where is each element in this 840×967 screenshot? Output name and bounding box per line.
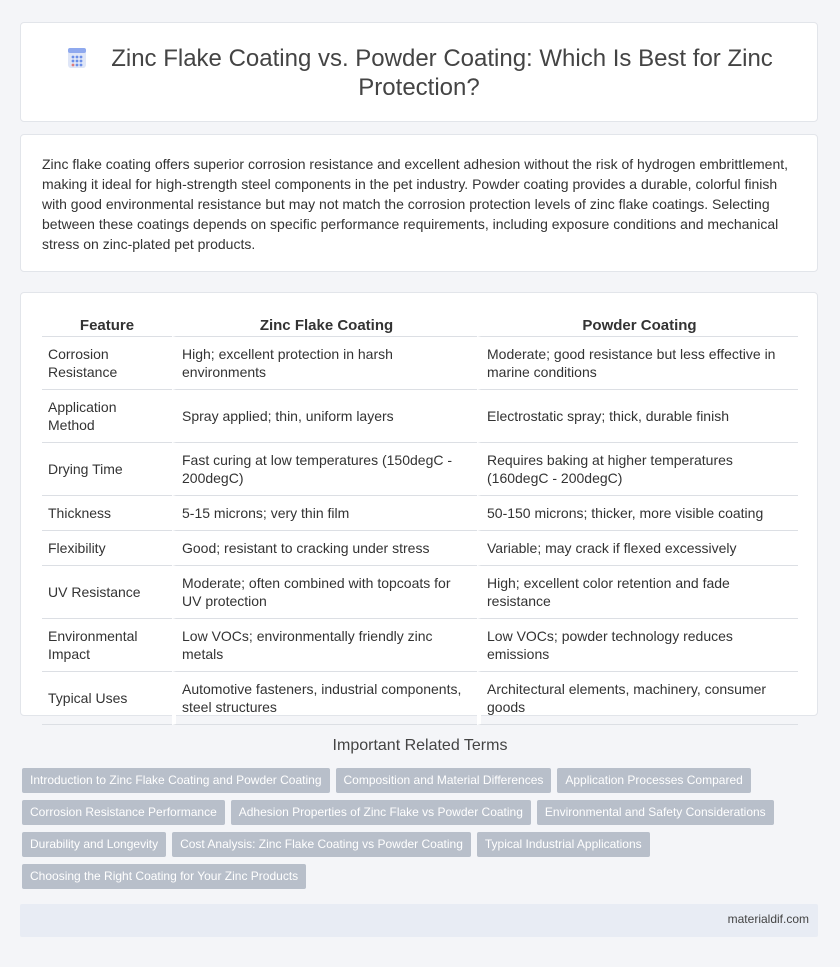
page-title-wrap	[21, 44, 817, 102]
cell-powder: Electrostatic spray; thick, durable finish	[477, 390, 798, 443]
footer-bar	[20, 904, 818, 937]
related-term-tag[interactable]: Application Processes Compared	[557, 768, 750, 793]
related-term-tag[interactable]: Durability and Longevity	[22, 832, 166, 857]
cell-powder: 50-150 microns; thicker, more visible coating	[477, 496, 798, 531]
cell-zinc-flake: High; excellent protection in harsh environments	[172, 337, 477, 390]
cell-zinc-flake: Spray applied; thin, uniform layers	[172, 390, 477, 443]
related-term-tag[interactable]: Introduction to Zinc Flake Coating and Powder Coating	[22, 768, 330, 793]
cell-feature: Flexibility	[42, 531, 172, 566]
table-row	[42, 337, 798, 390]
cell-zinc-flake: Good; resistant to cracking under stress	[172, 531, 477, 566]
cell-powder: Moderate; good resistance but less effective in marine conditions	[477, 337, 798, 390]
table-row	[42, 496, 798, 531]
title-card	[20, 22, 818, 122]
intro-card	[20, 134, 818, 272]
cell-powder: High; excellent color retention and fade resistance	[477, 566, 798, 619]
related-term-tag[interactable]: Choosing the Right Coating for Your Zinc Products	[22, 864, 306, 889]
related-terms-list	[22, 768, 812, 896]
document-grid-icon	[65, 46, 89, 70]
cell-zinc-flake: Automotive fasteners, industrial components, steel structures	[172, 672, 477, 725]
table-row	[42, 531, 798, 566]
cell-powder: Low VOCs; powder technology reduces emissions	[477, 619, 798, 672]
cell-feature: Thickness	[42, 496, 172, 531]
cell-zinc-flake: Low VOCs; environmentally friendly zinc metals	[172, 619, 477, 672]
intro-paragraph: Zinc flake coating offers superior corrosion resistance and excellent adhesion without the risk of hydrogen embrittlement, making it ideal for high-strength steel components in the pet industry. Powder coating provides a durable, colorful finish with good environmental resistance but may not match the corrosion protection levels of zinc flake coatings. Selecting between these coatings depends on specific performance requirements, including exposure conditions and mechanical stress on zinc-plated pet products.	[42, 156, 789, 252]
related-term-tag[interactable]: Cost Analysis: Zinc Flake Coating vs Powder Coating	[172, 832, 471, 857]
related-term-tag[interactable]: Adhesion Properties of Zinc Flake vs Powder Coating	[231, 800, 531, 825]
cell-zinc-flake: Fast curing at low temperatures (150degC - 200degC)	[172, 443, 477, 496]
related-term-tag[interactable]: Corrosion Resistance Performance	[22, 800, 225, 825]
related-term-tag[interactable]: Environmental and Safety Considerations	[537, 800, 774, 825]
comparison-card	[20, 292, 818, 716]
table-row	[42, 619, 798, 672]
cell-feature: Corrosion Resistance	[42, 337, 172, 390]
table-row	[42, 443, 798, 496]
table-row	[42, 390, 798, 443]
header-powder: Powder Coating	[477, 314, 798, 337]
cell-powder: Requires baking at higher temperatures (160degC - 200degC)	[477, 443, 798, 496]
cell-zinc-flake: Moderate; often combined with topcoats for UV protection	[172, 566, 477, 619]
cell-zinc-flake: 5-15 microns; very thin film	[172, 496, 477, 531]
header-zinc-flake: Zinc Flake Coating	[172, 314, 477, 337]
header-feature: Feature	[42, 314, 172, 337]
cell-powder: Architectural elements, machinery, consumer goods	[477, 672, 798, 725]
table-row	[42, 566, 798, 619]
site-link[interactable]: materialdif.com	[727, 912, 809, 926]
page-title: Zinc Flake Coating vs. Powder Coating: Which Is Best for Zinc Protection?	[111, 45, 773, 101]
related-terms-heading: Important Related Terms	[332, 737, 508, 754]
cell-feature: UV Resistance	[42, 566, 172, 619]
comparison-table	[42, 314, 798, 725]
cell-feature: Application Method	[42, 390, 172, 443]
cell-feature: Drying Time	[42, 443, 172, 496]
related-term-tag[interactable]: Typical Industrial Applications	[477, 832, 650, 857]
cell-feature: Environmental Impact	[42, 619, 172, 672]
cell-feature: Typical Uses	[42, 672, 172, 725]
cell-powder: Variable; may crack if flexed excessively	[477, 531, 798, 566]
table-row	[42, 672, 798, 725]
related-term-tag[interactable]: Composition and Material Differences	[336, 768, 552, 793]
table-header-row	[42, 314, 798, 337]
